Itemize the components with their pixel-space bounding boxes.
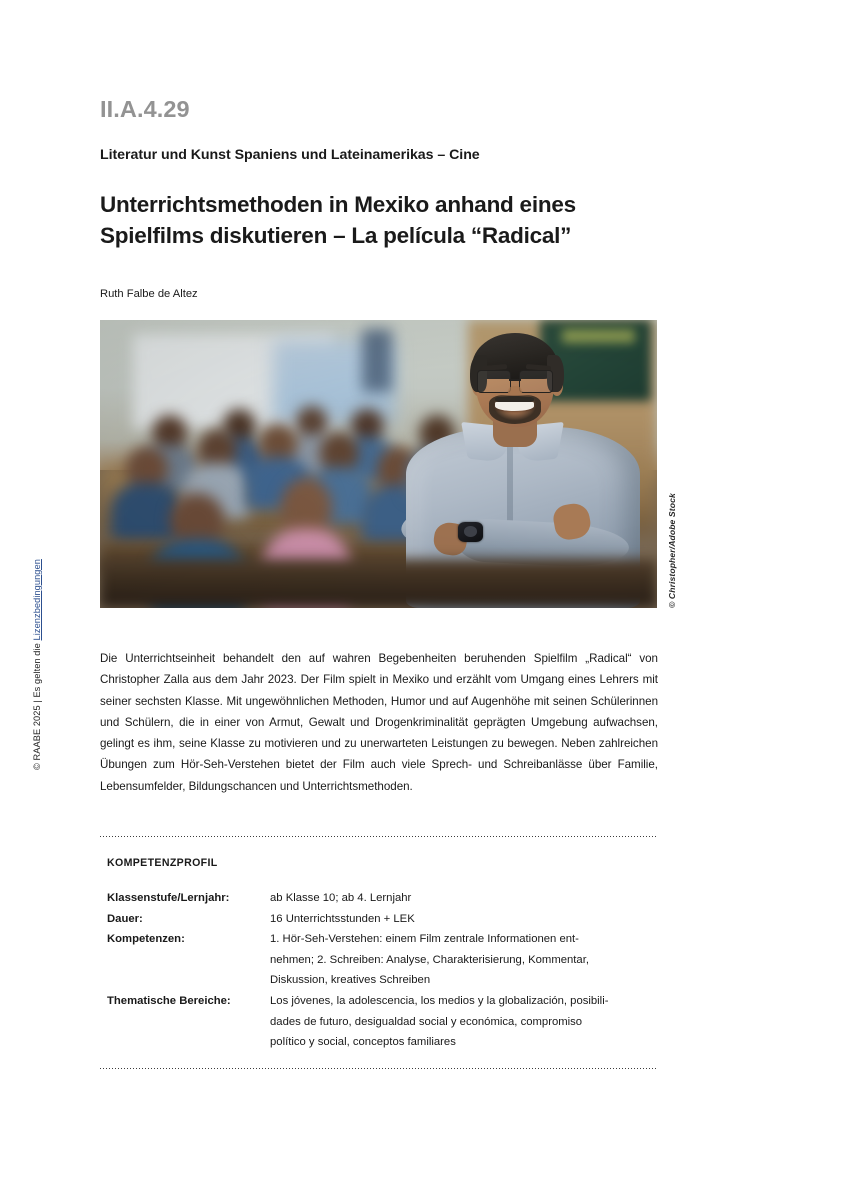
value-line: nehmen; 2. Schreiben: Analyse, Charakterisierung, Kommentar,: [270, 953, 589, 966]
divider-bottom: [100, 1068, 658, 1069]
value-line: 16 Unterrichtsstunden + LEK: [270, 912, 415, 925]
copyright-text: © RAABE 2025 | Es gelten die: [32, 640, 42, 770]
value-line: 1. Hör-Seh-Verstehen: einem Film zentrale Informationen ent-: [270, 933, 579, 946]
divider-top: [100, 836, 658, 837]
title-line-2: Spielfilms diskutieren – La película “Radical”: [100, 223, 572, 248]
author-name: Ruth Falbe de Altez: [100, 288, 198, 300]
glasses-bridge: [509, 379, 521, 381]
row-label: Dauer:: [107, 912, 143, 925]
value-line: político y social, conceptos familiares: [270, 1036, 456, 1049]
row-value: [270, 909, 658, 930]
unit-code: II.A.4.29: [100, 96, 190, 122]
foreground-desk: [100, 559, 657, 608]
classroom-illustration: [100, 320, 657, 608]
row-value: [270, 888, 658, 909]
value-line: ab Klasse 10; ab 4. Lernjahr: [270, 892, 412, 904]
table-row: [107, 991, 658, 1053]
table-row: [107, 909, 658, 930]
row-value: [270, 929, 658, 991]
intro-paragraph: Die Unterrichtseinheit behandelt den auf wahren Begebenheiten beruhenden Spielfilm „Radical“ von Christopher Zalla aus dem Jahr 2023. Der Film spielt in Mexiko und erzählt vom Umgang eines Lehrers mit seiner sechsten Klasse. Mit ungewöhnlichen Methoden, Humor und auf Augenhöhe mit seinen Schülerinnen und Schülern, die in einer von Armut, Gewalt und Drogenkriminalität geprägten Umgebung aufwachsen, gelingt es ihm, seine Klasse zu motivieren und zu unerwarteten Leistungen zu bewegen. Neben zahlreichen Übungen zum Hör-Seh-Verstehen bietet der Film auch viele Sprech- und Schreibanlässe über Familie, Lebensumfelder, Bildungschancen und Unterrichtsmethoden.: [100, 652, 658, 793]
page-title: [100, 189, 680, 251]
glasses-lens-right: [519, 370, 553, 393]
row-label: Kompetenzen:: [107, 933, 185, 946]
table-row: [107, 888, 658, 909]
glasses-lens-left: [477, 370, 511, 393]
row-value: [270, 991, 658, 1053]
competence-profile-table: [107, 888, 658, 1053]
photo-credit: © Christopher/Adobe Stock: [667, 493, 677, 608]
value-line: Diskussion, kreatives Schreiben: [270, 974, 431, 987]
competence-profile-heading: KOMPETENZPROFIL: [107, 857, 218, 869]
license-terms-link[interactable]: Lizenzbedingungen: [32, 559, 42, 641]
title-line-1: Unterrichtsmethoden in Mexiko anhand eines: [100, 192, 576, 217]
table-row: [107, 929, 658, 991]
row-label: Klassenstufe/Lernjahr:: [107, 892, 230, 904]
value-line: Los jóvenes, la adolescencia, los medios y la globalización, posibili-: [270, 994, 609, 1007]
series-subtitle: Literatur und Kunst Spaniens und Lateinamerikas – Cine: [100, 147, 480, 163]
wristwatch-icon: [458, 522, 483, 542]
value-line: dades de futuro, desigualdad social y económica, compromiso: [270, 1015, 583, 1028]
row-label: Thematische Bereiche:: [107, 994, 231, 1007]
license-copyright-strip: [28, 470, 46, 770]
hero-photo: [100, 320, 657, 608]
